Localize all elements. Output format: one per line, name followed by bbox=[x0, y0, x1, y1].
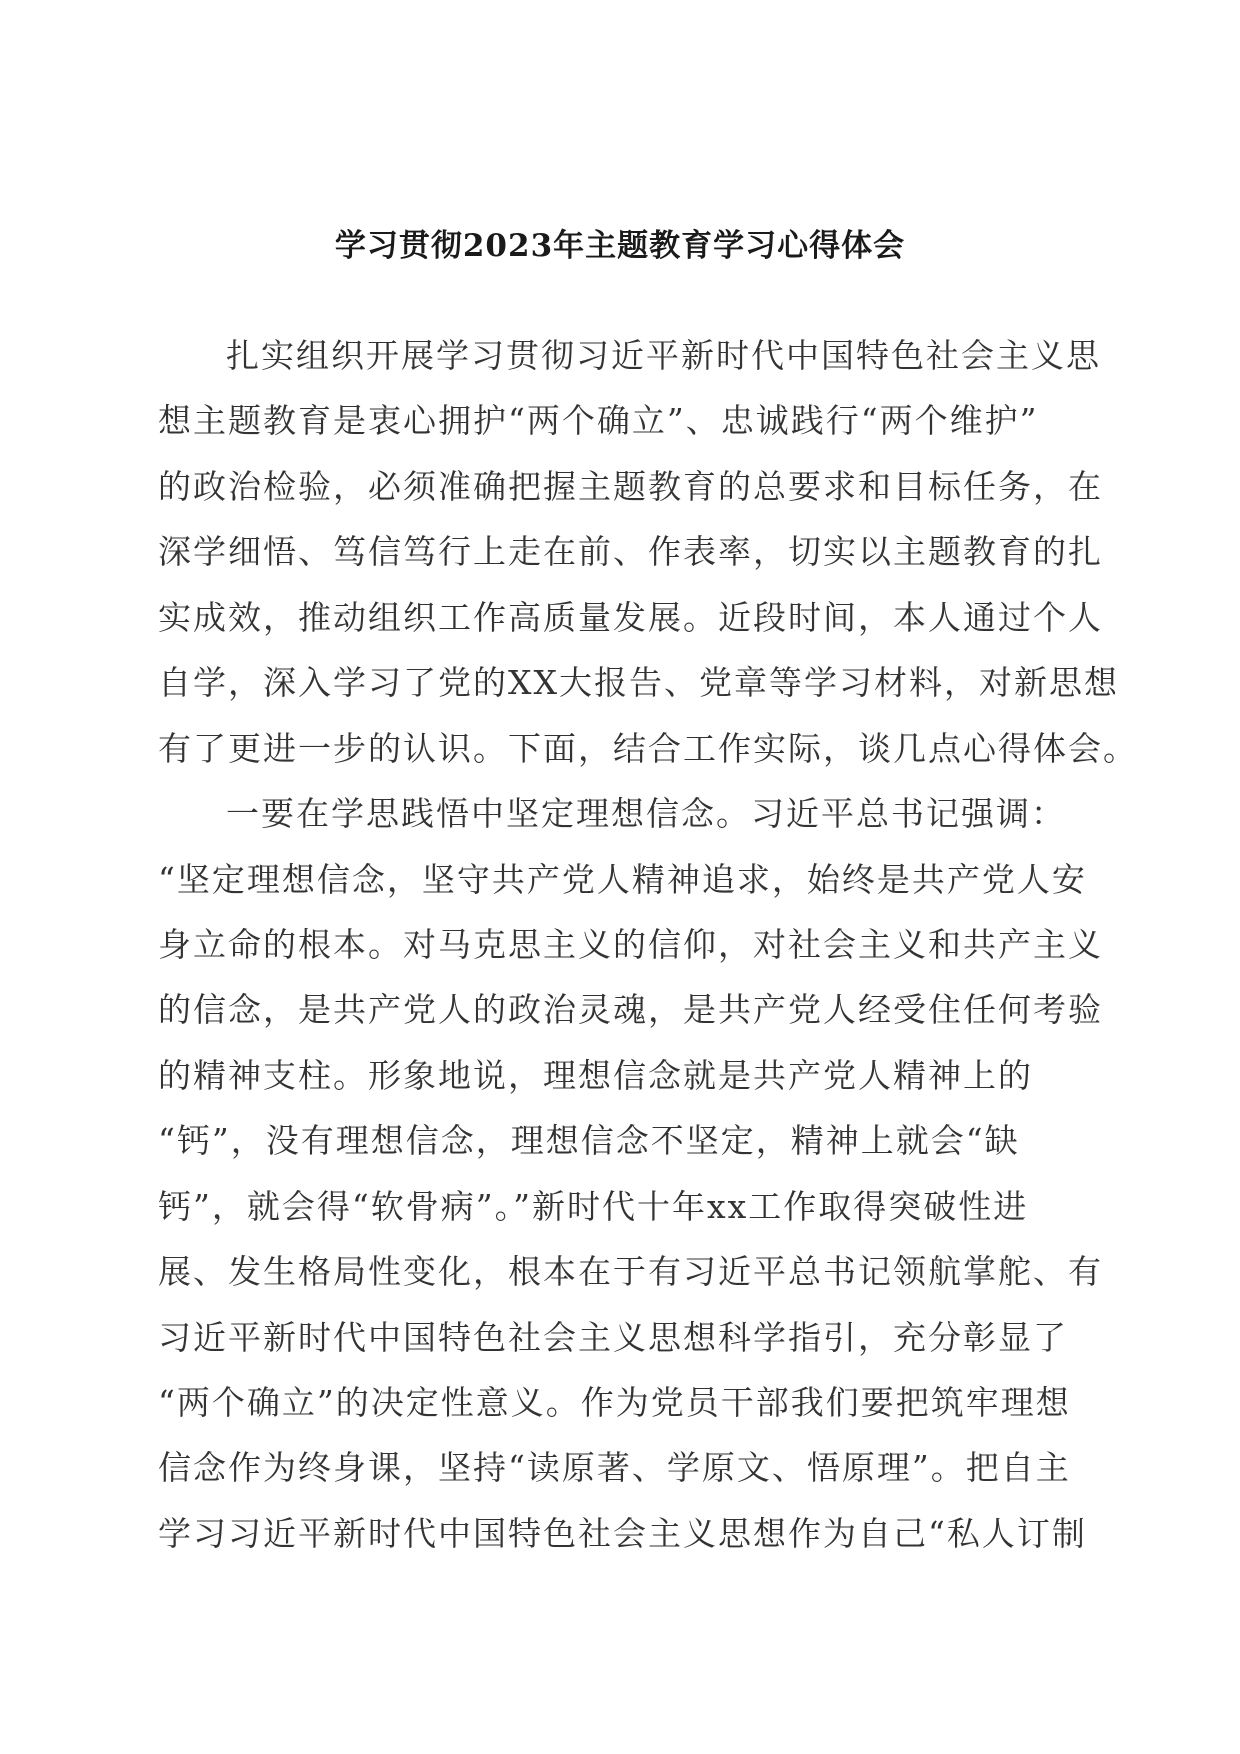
paragraph-line: 自学，深入学习了党的XX大报告、党章等学习材料，对新思想 bbox=[158, 663, 1119, 703]
paragraph-line: 信念作为终身课，坚持“读原著、学原文、悟原理”。把自主 bbox=[158, 1448, 1071, 1488]
paragraph-line: 的政治检验，必须准确把握主题教育的总要求和目标任务，在 bbox=[158, 466, 1103, 506]
paragraph-line: “钙”，没有理想信念，理想信念不坚定，精神上就会“缺 bbox=[158, 1121, 1020, 1161]
paragraph-line: 有了更进一步的认识。下面，结合工作实际，谈几点心得体会。 bbox=[158, 728, 1138, 768]
paragraph-line: 习近平新时代中国特色社会主义思想科学指引，充分彰显了 bbox=[158, 1317, 1068, 1357]
document-title: 学习贯彻2023年主题教育学习心得体会 bbox=[334, 228, 906, 264]
paragraph-line: 展、发生格局性变化，根本在于有习近平总书记领航掌舵、有 bbox=[158, 1252, 1103, 1292]
paragraph-line: 实成效，推动组织工作高质量发展。近段时间，本人通过个人 bbox=[158, 597, 1103, 637]
paragraph-line: 钙”，就会得“软骨病”。”新时代十年xx工作取得突破性进 bbox=[158, 1186, 1029, 1226]
paragraph-line: 的信念，是共产党人的政治灵魂，是共产党人经受住任何考验 bbox=[158, 990, 1103, 1030]
paragraph-line: 学习习近平新时代中国特色社会主义思想作为自己“私人订制 bbox=[158, 1513, 1087, 1553]
paragraph-intro bbox=[158, 323, 1138, 781]
paragraph-line: 一要在学思践悟中坚定理想信念。习近平总书记强调： bbox=[226, 794, 1066, 834]
paragraph-ideals bbox=[158, 781, 1103, 1566]
paragraph-line: 深学细悟、笃信笃行上走在前、作表率，切实以主题教育的扎 bbox=[158, 532, 1103, 572]
paragraph-line: 想主题教育是衷心拥护“两个确立”、忠诚践行“两个维护” bbox=[158, 401, 1039, 441]
paragraph-line: 身立命的根本。对马克思主义的信仰，对社会主义和共产主义 bbox=[158, 924, 1103, 964]
paragraph-line: 的精神支柱。形象地说，理想信念就是共产党人精神上的 bbox=[158, 1055, 1033, 1095]
paragraph-line: 扎实组织开展学习贯彻习近平新时代中国特色社会主义思 bbox=[226, 336, 1101, 375]
document-body bbox=[158, 323, 1138, 1566]
paragraph-line: “两个确立”的决定性意义。作为党员干部我们要把筑牢理想 bbox=[158, 1383, 1071, 1422]
paragraph-line: “坚定理想信念，坚守共产党人精神追求，始终是共产党人安 bbox=[158, 859, 1087, 899]
